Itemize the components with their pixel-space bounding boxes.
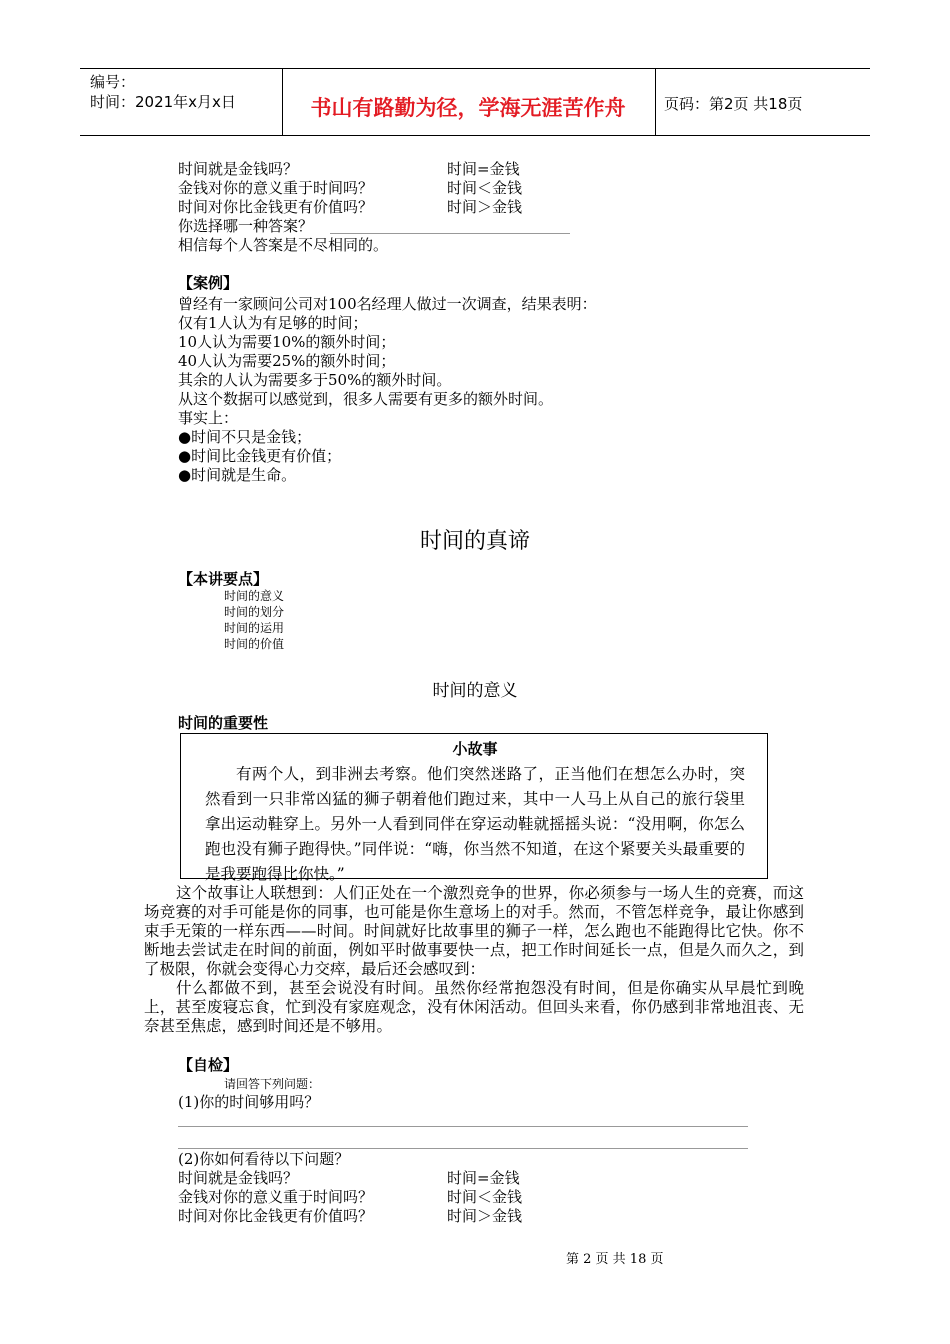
header-page-label: 页码：第2页 共18页 <box>664 95 803 113</box>
case-line: 40人认为需要25%的额外时间； <box>178 352 396 370</box>
header-divider-right <box>655 68 656 136</box>
intro-choose-prompt: 你选择哪一种答案？ <box>178 217 314 235</box>
intro-answer-3: 时间＞金钱 <box>447 198 523 216</box>
story-title: 小故事 <box>452 740 498 758</box>
header-date-label: 时间：2021年x月x日 <box>90 93 236 111</box>
case-line: 事实上： <box>178 409 239 427</box>
selfcheck-item-answer-2: 时间＜金钱 <box>447 1188 523 1206</box>
case-heading: 【案例】 <box>178 274 239 292</box>
case-line: 其余的人认为需要多于50%的额外时间。 <box>178 371 452 389</box>
answer-line[interactable] <box>178 1148 748 1149</box>
selfcheck-item-answer-1: 时间=金钱 <box>447 1169 520 1187</box>
header-bottom-rule <box>80 135 870 136</box>
keypoint-item: 时间的划分 <box>224 605 285 619</box>
selfcheck-heading: 【自检】 <box>178 1056 239 1074</box>
intro-note: 相信每个人答案是不尽相同的。 <box>178 236 389 254</box>
selfcheck-item-question-1: 时间就是金钱吗？ <box>178 1169 299 1187</box>
story-text: 有两个人，到非洲去考察。他们突然迷路了，正当他们在想怎么办时，突然看到一只非常凶猛的狮子朝着他们跑过来，其中一人马上从自己的旅行袋里拿出运动鞋穿上。另外一人看到同伴在穿运动鞋就摇摇头说：“没用啊，你怎么跑也没有狮子跑得快。”同伴说：“嗨，你当然不知道，在这个紧要关头最重要的是我要跑得比你快。” <box>205 765 745 883</box>
answer-line[interactable] <box>178 1126 748 1127</box>
header-motto: 书山有路勤为径，学海无涯苦作舟 <box>310 96 626 120</box>
intro-question-3: 时间对你比金钱更有价值吗？ <box>178 198 374 216</box>
case-line: 从这个数据可以感觉到，很多人需要有更多的额外时间。 <box>178 390 554 408</box>
header-top-rule <box>80 68 870 69</box>
body-paragraph-1: 这个故事让人联想到：人们正处在一个激烈竞争的世界，你必须参与一场人生的竞赛，而这场竞赛的对手可能是你的同事，也可能是你生意场上的对手。然而，不管怎样竞争，最让你感到束手无策的一样东西——时间。时间就好比故事里的狮子一样，怎么跑也不能跑得比它快。你不断地去尝试走在时间的前面，例如平时做事要快一点，把工作时间延长一点，但是久而久之，到了极限，你就会变得心力交瘁，最后还会感叹到： <box>144 884 804 978</box>
case-bullet: ●时间就是生命。 <box>178 466 297 484</box>
case-bullet: ●时间比金钱更有价值； <box>178 447 342 465</box>
intro-answer-1: 时间=金钱 <box>447 160 520 178</box>
intro-question-2: 金钱对你的意义重于时间吗？ <box>178 179 374 197</box>
case-line: 10人认为需要10%的额外时间； <box>178 333 396 351</box>
keypoints-heading: 【本讲要点】 <box>178 570 269 588</box>
importance-heading: 时间的重要性 <box>178 714 269 732</box>
case-bullet: ●时间不只是金钱； <box>178 428 312 446</box>
selfcheck-item-question-2: 金钱对你的意义重于时间吗？ <box>178 1188 374 1206</box>
selfcheck-item-question-3: 时间对你比金钱更有价值吗？ <box>178 1207 374 1225</box>
case-line: 仅有1人认为有足够的时间； <box>178 314 368 332</box>
subsection-title: 时间的意义 <box>432 681 518 701</box>
keypoint-item: 时间的运用 <box>224 621 285 635</box>
intro-answer-2: 时间＜金钱 <box>447 179 523 197</box>
selfcheck-instruction: 请回答下列问题： <box>224 1077 321 1091</box>
page-footer: 第 2 页 共 18 页 <box>566 1252 664 1267</box>
selfcheck-item-answer-3: 时间＞金钱 <box>447 1207 523 1225</box>
intro-answer-blank[interactable] <box>330 233 570 234</box>
keypoint-item: 时间的价值 <box>224 637 285 651</box>
intro-question-1: 时间就是金钱吗？ <box>178 160 299 178</box>
header-number-label: 编号： <box>90 73 136 91</box>
case-line: 曾经有一家顾问公司对100名经理人做过一次调查，结果表明： <box>178 295 597 313</box>
keypoint-item: 时间的意义 <box>224 589 285 603</box>
section-title: 时间的真谛 <box>419 529 530 554</box>
story-box <box>180 733 768 883</box>
body-paragraph-2: 什么都做不到，甚至会说没有时间。虽然你经常抱怨没有时间，但是你确实从早晨忙到晚上，甚至废寝忘食，忙到没有家庭观念，没有休闲活动。但回头来看，你仍感到非常地沮丧、无奈甚至焦虑，感到时间还是不够用。 <box>144 979 804 1035</box>
selfcheck-question-1: (1)你的时间够用吗？ <box>178 1093 320 1111</box>
selfcheck-question-2: (2)你如何看待以下问题？ <box>178 1150 350 1168</box>
